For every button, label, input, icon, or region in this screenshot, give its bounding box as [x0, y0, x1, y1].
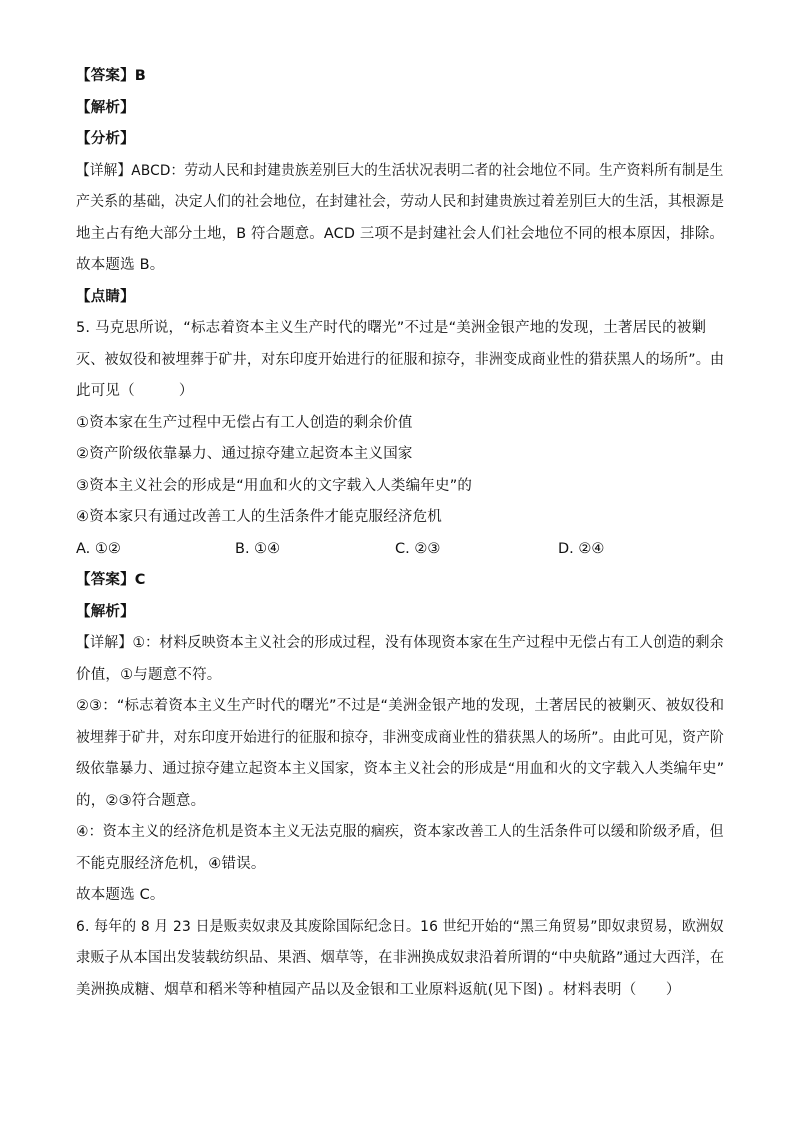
conclusion-line: 故本题选 B。 [76, 257, 165, 273]
option-d: D. ②④ [558, 541, 605, 557]
question-stem: 隶贩子从本国出发装载纺织品、果酒、烟草等，在非洲换成奴隶沿着所谓的“中央航路”通过大西洋，在 [76, 950, 725, 966]
option-a: A. ①② [76, 541, 121, 557]
detail-line: 不能克服经济危机，④错误。 [76, 856, 266, 872]
statement-item: ③资本主义社会的形成是“用血和火的文字载入人类编年史”的 [76, 478, 473, 494]
option-b: B. ①④ [235, 541, 281, 557]
statement-item: ①资本家在生产过程中无偿占有工人创造的剩余价值 [76, 415, 413, 431]
detail-line: 产关系的基础，决定人们的社会地位，在封建社会，劳动人民和封建贵族过着差别巨大的生活，其根源是 [76, 194, 725, 210]
detail-line: 【详解】①：材料反映资本主义社会的形成过程，没有体现资本家在生产过程中无偿占有工人创造的剩余 [76, 635, 724, 651]
detail-line: 的，②③符合题意。 [76, 793, 206, 809]
detail-line: 地主占有绝大部分土地，B 符合题意。ACD 三项不是封建社会人们社会地位不同的根本原因，排除。 [76, 226, 725, 242]
answer-label: 【答案】C [76, 572, 146, 588]
detail-line: 【详解】ABCD：劳动人民和封建贵族差别巨大的生活状况表明二者的社会地位不同。生产资料所有制是生 [76, 163, 724, 179]
analysis-label: 【解析】 [76, 604, 135, 620]
question-stem: 灭、被奴役和被埋葬于矿井，对东印度开始进行的征服和掠夺，非洲变成商业性的猎获黑人的场所”。由 [76, 352, 725, 368]
answer-label: 【答案】B [76, 68, 147, 84]
statement-item: ④资本家只有通过改善工人的生活条件才能克服经济危机 [76, 509, 442, 525]
conclusion-line: 故本题选 C。 [76, 887, 165, 903]
detail-line: 被埋葬于矿井，对东印度开始进行的征服和掠夺，非洲变成商业性的猎获黑人的场所”。由此可见，资产阶 [76, 730, 724, 746]
statement-item: ②资产阶级依靠暴力、通过掠夺建立起资本主义国家 [76, 446, 413, 462]
detail-line: 价值，①与题意不符。 [76, 667, 222, 683]
option-c: C. ②③ [395, 541, 441, 557]
question-stem: 5. 马克思所说，“标志着资本主义生产时代的曙光”不过是“美洲金银产地的发现，土著居民的被剿 [76, 320, 707, 336]
question-stem: 此可见（ ） [76, 383, 194, 399]
detail-line: 级依靠暴力、通过掠夺建立起资本主义国家，资本主义社会的形成是“用血和火的文字载入人类编年史” [76, 761, 725, 777]
fenxi-label: 【分析】 [76, 131, 135, 147]
question-stem: 6. 每年的 8 月 23 日是贩卖奴隶及其废除国际纪念日。16 世纪开始的“黑三角贸易”即奴隶贸易，欧洲奴 [76, 919, 724, 935]
detail-line: ④：资本主义的经济危机是资本主义无法克服的痼疾，资本家改善工人的生活条件可以缓和阶级矛盾，但 [76, 824, 724, 840]
dianjing-label: 【点睛】 [76, 289, 135, 305]
question-stem: 美洲换成糖、烟草和稻米等种植园产品以及金银和工业原料返航(见下图) 。材料表明（ ） [76, 982, 681, 998]
detail-line: ②③：“标志着资本主义生产时代的曙光”不过是“美洲金银产地的发现，土著居民的被剿灭、被奴役和 [76, 698, 725, 714]
analysis-label: 【解析】 [76, 100, 135, 116]
